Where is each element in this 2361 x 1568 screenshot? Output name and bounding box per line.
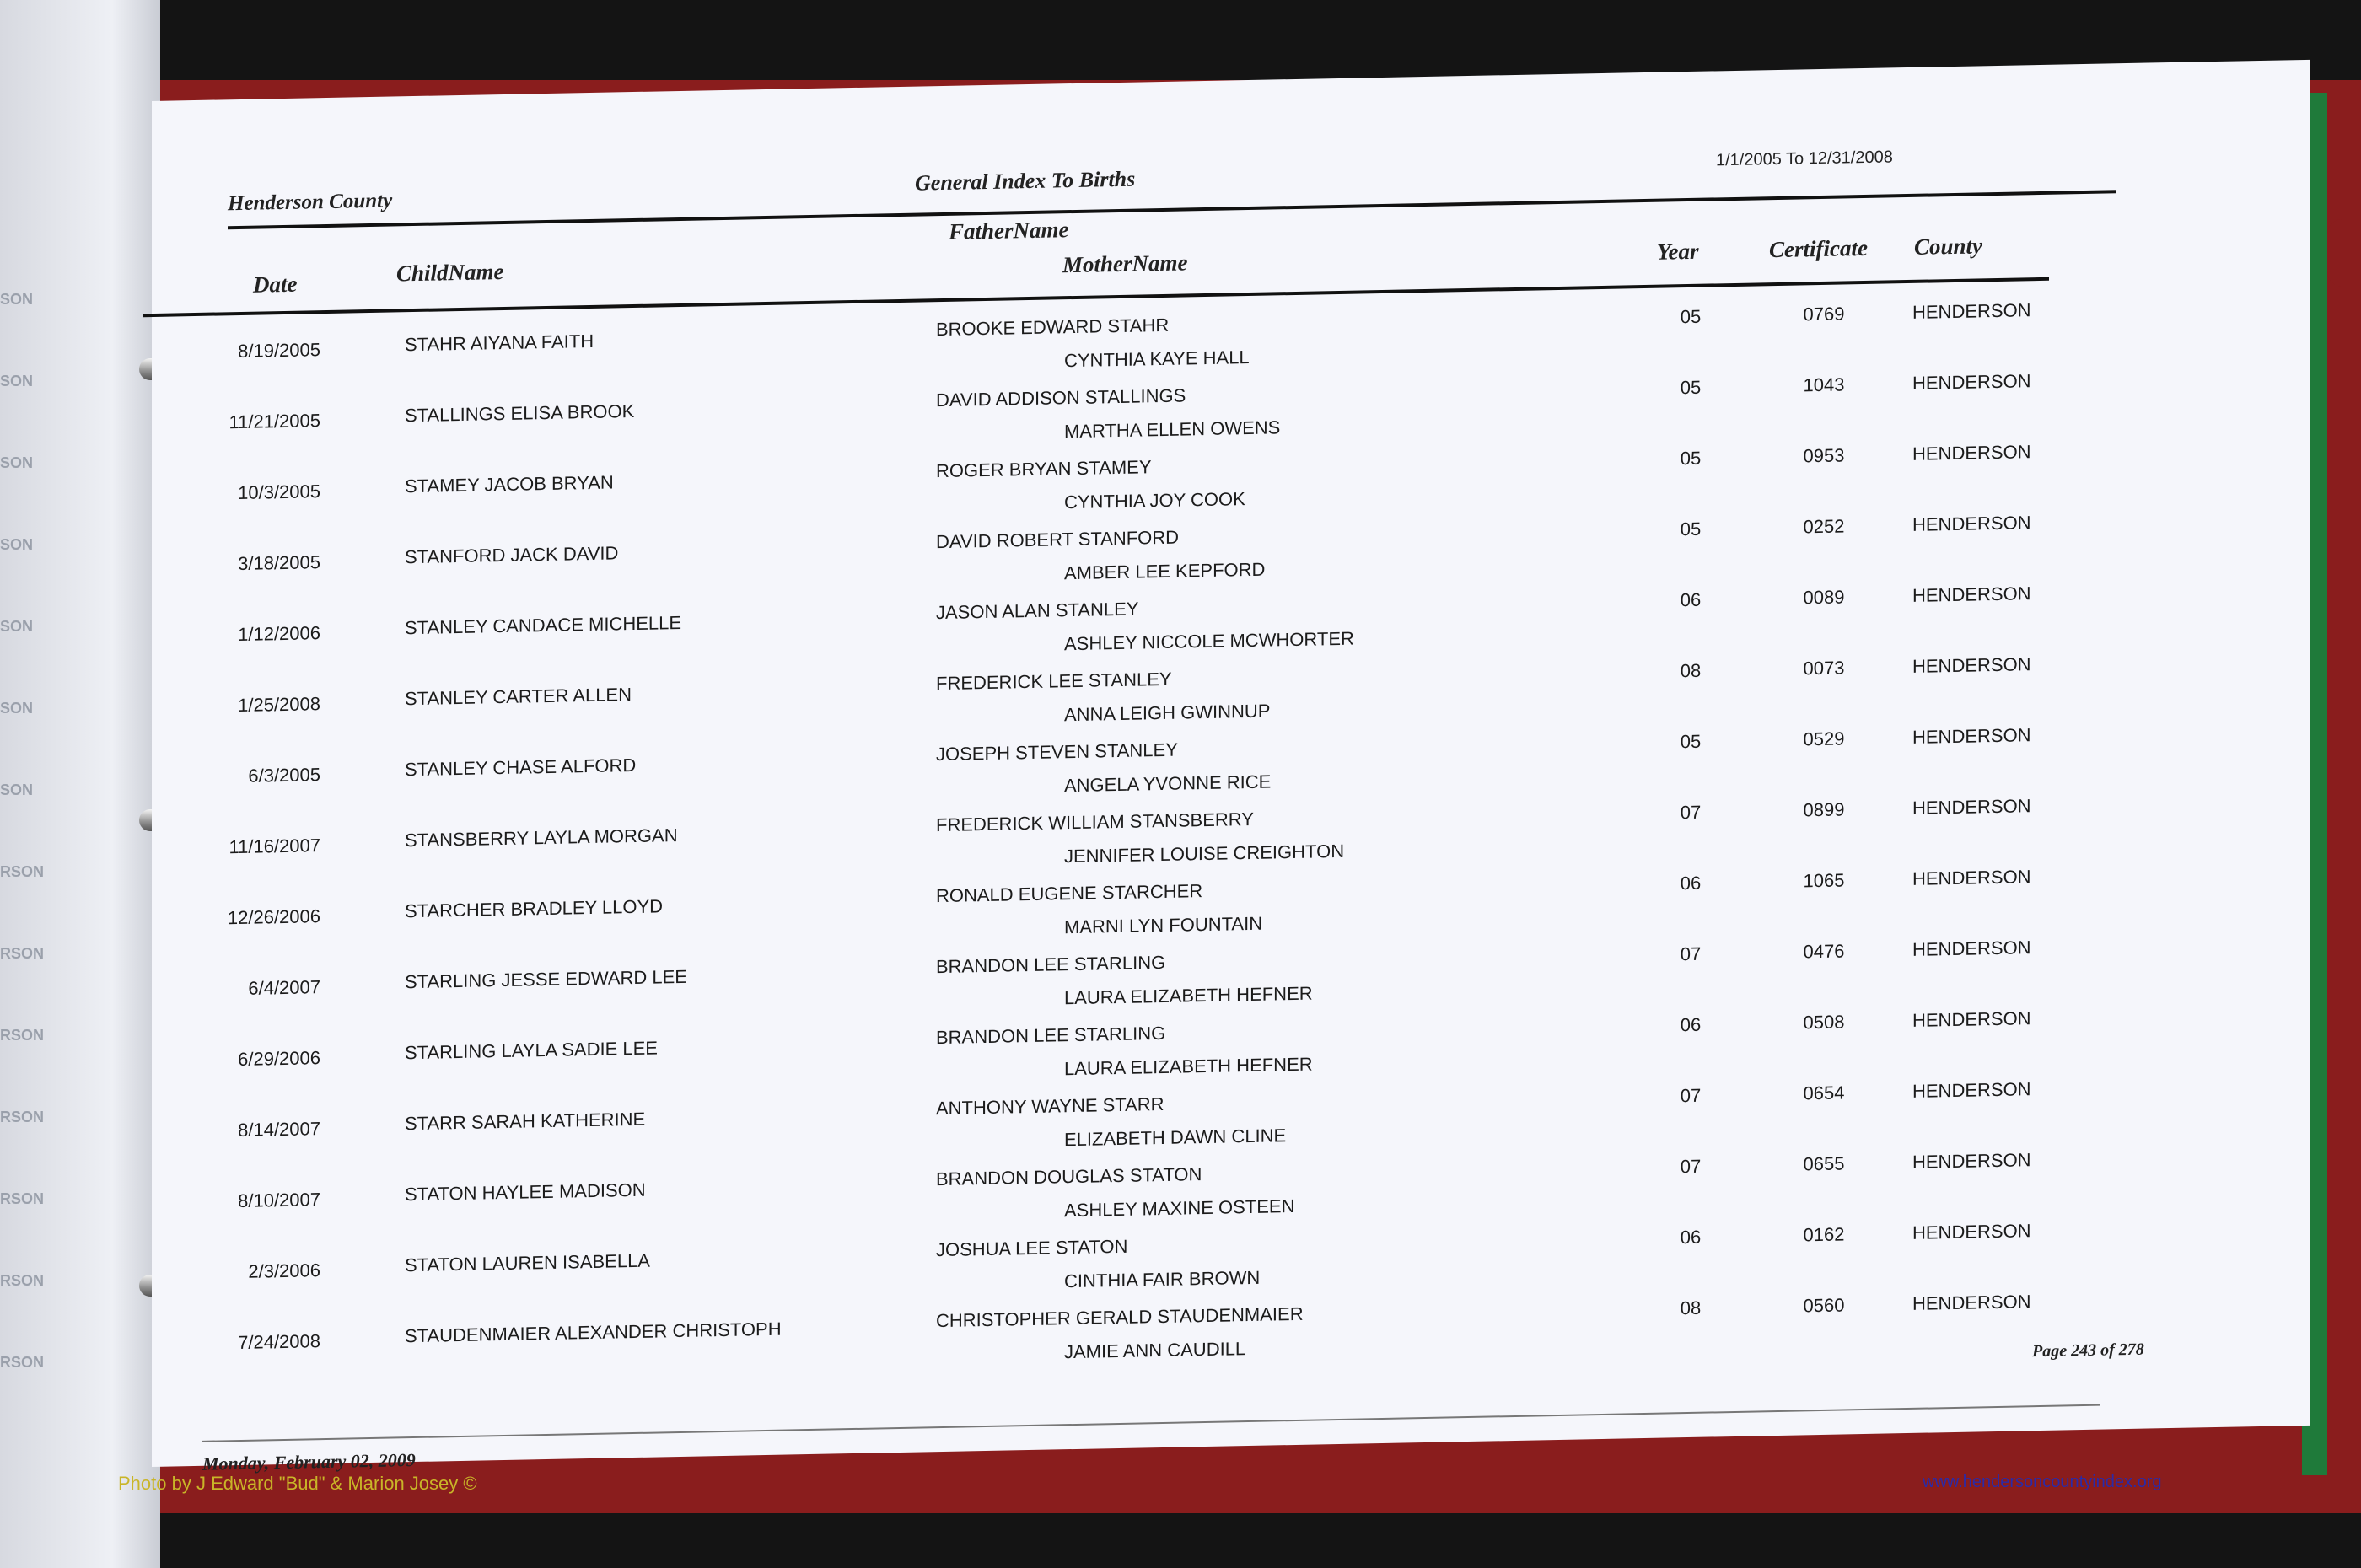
record-county: HENDERSON	[1912, 1291, 2031, 1314]
header-rule	[228, 190, 2116, 229]
left-page-tab-label: SON	[0, 291, 34, 308]
record-county: HENDERSON	[1912, 795, 2031, 819]
index-page	[152, 60, 2310, 1474]
record-father-name: JASON ALAN STANLEY	[936, 598, 1139, 624]
record-date: 6/4/2007	[248, 976, 320, 999]
record-year: 05	[1680, 730, 1702, 753]
column-header-child: ChildName	[396, 258, 504, 287]
record-father-name: JOSHUA LEE STATON	[936, 1235, 1128, 1261]
record-date: 1/25/2008	[238, 693, 320, 717]
record-year: 07	[1680, 1084, 1702, 1107]
record-mother-name: ASHLEY NICCOLE MCWHORTER	[1064, 627, 1354, 655]
column-header-year: Year	[1657, 238, 1699, 265]
record-date: 3/18/2005	[238, 551, 320, 575]
left-page-tab-label: SON	[0, 536, 34, 553]
record-year: 07	[1680, 1155, 1702, 1178]
record-county: HENDERSON	[1912, 441, 2031, 464]
left-page-tab-label: RSON	[0, 1109, 45, 1125]
record-county: HENDERSON	[1912, 724, 2031, 748]
record-father-name: CHRISTOPHER GERALD STAUDENMAIER	[936, 1302, 1304, 1332]
record-county: HENDERSON	[1912, 1007, 2031, 1031]
record-mother-name: AMBER LEE KEPFORD	[1064, 558, 1266, 584]
website-credit: www.hendersoncountyindex.org	[1923, 1473, 2162, 1491]
record-date: 2/3/2006	[248, 1259, 320, 1282]
record-father-name: BRANDON LEE STARLING	[936, 1022, 1166, 1049]
header-title: General Index To Births	[915, 166, 1136, 196]
record-mother-name: JAMIE ANN CAUDILL	[1064, 1338, 1246, 1363]
record-date: 6/3/2005	[248, 764, 320, 787]
column-header-mother: MotherName	[1062, 250, 1188, 278]
record-year: 07	[1680, 942, 1702, 965]
record-county: HENDERSON	[1912, 1220, 2031, 1243]
record-father-name: BROOKE EDWARD STAHR	[936, 314, 1170, 341]
record-child-name: STANLEY CANDACE MICHELLE	[405, 611, 682, 639]
record-child-name: STARLING LAYLA SADIE LEE	[405, 1037, 658, 1064]
header-date-range: 1/1/2005 To 12/31/2008	[1716, 148, 1893, 170]
header-county: Henderson County	[228, 189, 393, 216]
left-page-tab-label: RSON	[0, 1027, 45, 1044]
record-year: 07	[1680, 801, 1702, 824]
record-date: 11/16/2007	[229, 835, 320, 858]
binder-spine-right	[2327, 219, 2361, 287]
record-certificate: 0476	[1803, 940, 1845, 963]
left-page-tab-label: SON	[0, 454, 34, 471]
left-page-tab-label: SON	[0, 373, 34, 389]
record-child-name: STANSBERRY LAYLA MORGAN	[405, 824, 678, 851]
record-year: 06	[1680, 1226, 1702, 1248]
record-father-name: DAVID ROBERT STANFORD	[936, 526, 1180, 553]
record-certificate: 0654	[1803, 1082, 1845, 1104]
record-county: HENDERSON	[1912, 299, 2031, 323]
record-child-name: STAMEY JACOB BRYAN	[405, 471, 614, 497]
printed-date: Monday, February 02, 2009	[202, 1448, 416, 1474]
record-father-name: DAVID ADDISON STALLINGS	[936, 384, 1186, 411]
left-page	[0, 0, 160, 1568]
record-date: 12/26/2006	[227, 905, 320, 929]
record-child-name: STALLINGS ELISA BROOK	[405, 400, 635, 427]
record-year: 08	[1680, 659, 1702, 682]
record-county: HENDERSON	[1912, 653, 2031, 677]
record-certificate: 0529	[1803, 728, 1845, 750]
record-mother-name: JENNIFER LOUISE CREIGHTON	[1064, 840, 1345, 867]
record-year: 06	[1680, 588, 1702, 611]
record-certificate: 0560	[1803, 1294, 1845, 1317]
record-county: HENDERSON	[1912, 1149, 2031, 1173]
record-certificate: 0252	[1803, 515, 1845, 538]
record-father-name: FREDERICK LEE STANLEY	[936, 668, 1172, 695]
record-father-name: RONALD EUGENE STARCHER	[936, 880, 1203, 907]
left-page-tab-label: RSON	[0, 1354, 45, 1371]
record-certificate: 0899	[1803, 798, 1845, 821]
record-county: HENDERSON	[1912, 1078, 2031, 1102]
record-mother-name: ANNA LEIGH GWINNUP	[1064, 700, 1271, 726]
record-county: HENDERSON	[1912, 512, 2031, 535]
record-date: 7/24/2008	[238, 1330, 320, 1354]
record-county: HENDERSON	[1912, 583, 2031, 606]
record-county: HENDERSON	[1912, 937, 2031, 960]
left-page-tab-label: RSON	[0, 945, 45, 962]
record-date: 1/12/2006	[238, 622, 320, 646]
record-certificate: 0953	[1803, 444, 1845, 467]
left-page-tab-label: RSON	[0, 863, 45, 880]
record-certificate: 0508	[1803, 1011, 1845, 1034]
record-year: 06	[1680, 872, 1702, 894]
record-child-name: STARCHER BRADLEY LLOYD	[405, 895, 664, 922]
record-year: 05	[1680, 518, 1702, 540]
left-page-tab-label: RSON	[0, 1272, 45, 1289]
record-mother-name: CYNTHIA JOY COOK	[1064, 488, 1245, 513]
record-year: 06	[1680, 1013, 1702, 1036]
record-father-name: FREDERICK WILLIAM STANSBERRY	[936, 808, 1254, 836]
record-certificate: 0162	[1803, 1223, 1845, 1246]
record-mother-name: CINTHIA FAIR BROWN	[1064, 1266, 1261, 1292]
record-father-name: ROGER BRYAN STAMEY	[936, 456, 1152, 482]
record-mother-name: MARTHA ELLEN OWENS	[1064, 416, 1281, 443]
column-header-certificate: Certificate	[1769, 234, 1868, 263]
left-page-tab-label: SON	[0, 700, 34, 717]
record-child-name: STATON HAYLEE MADISON	[405, 1179, 646, 1206]
record-mother-name: ANGELA YVONNE RICE	[1064, 771, 1272, 797]
record-certificate: 1043	[1803, 373, 1845, 396]
record-father-name: ANTHONY WAYNE STARR	[936, 1093, 1164, 1120]
record-child-name: STANLEY CARTER ALLEN	[405, 684, 632, 710]
left-page-tab-label: SON	[0, 618, 34, 635]
record-certificate: 0089	[1803, 586, 1845, 609]
record-year: 05	[1680, 376, 1702, 399]
column-header-date: Date	[253, 271, 298, 298]
record-year: 08	[1680, 1297, 1702, 1319]
left-page-tab-label: SON	[0, 781, 34, 798]
record-certificate: 0655	[1803, 1152, 1845, 1175]
record-child-name: STATON LAUREN ISABELLA	[405, 1249, 650, 1276]
record-mother-name: LAURA ELIZABETH HEFNER	[1064, 982, 1313, 1009]
record-date: 8/10/2007	[238, 1189, 320, 1212]
record-county: HENDERSON	[1912, 370, 2031, 394]
record-date: 8/19/2005	[238, 339, 320, 362]
record-father-name: JOSEPH STEVEN STANLEY	[936, 738, 1178, 765]
record-date: 10/3/2005	[238, 481, 320, 504]
record-father-name: BRANDON DOUGLAS STATON	[936, 1163, 1202, 1190]
record-year: 05	[1680, 447, 1702, 470]
record-child-name: STANFORD JACK DAVID	[405, 542, 619, 568]
record-mother-name: ELIZABETH DAWN CLINE	[1064, 1125, 1287, 1151]
page-number: Page 243 of 278	[2032, 1340, 2144, 1361]
column-header-father: FatherName	[949, 217, 1069, 244]
record-certificate: 0073	[1803, 657, 1845, 679]
record-child-name: STANLEY CHASE ALFORD	[405, 754, 637, 781]
record-mother-name: MARNI LYN FOUNTAIN	[1064, 912, 1263, 938]
record-year: 05	[1680, 305, 1702, 328]
record-date: 8/14/2007	[238, 1118, 320, 1141]
record-date: 11/21/2005	[229, 410, 320, 433]
record-certificate: 1065	[1803, 869, 1845, 892]
photo-credit: Photo by J Edward "Bud" & Marion Josey ©	[118, 1473, 477, 1494]
record-date: 6/29/2006	[238, 1047, 320, 1071]
record-mother-name: CYNTHIA KAYE HALL	[1064, 346, 1250, 372]
record-mother-name: LAURA ELIZABETH HEFNER	[1064, 1053, 1313, 1080]
record-father-name: BRANDON LEE STARLING	[936, 951, 1166, 978]
record-child-name: STAHR AIYANA FAITH	[405, 330, 594, 356]
column-header-county: County	[1914, 233, 1983, 260]
record-county: HENDERSON	[1912, 866, 2031, 889]
record-mother-name: ASHLEY MAXINE OSTEEN	[1064, 1195, 1295, 1222]
left-page-tab-label: RSON	[0, 1190, 45, 1207]
record-child-name: STARLING JESSE EDWARD LEE	[405, 965, 687, 993]
record-certificate: 0769	[1803, 303, 1845, 325]
record-child-name: STAUDENMAIER ALEXANDER CHRISTOPH	[405, 1318, 782, 1347]
record-child-name: STARR SARAH KATHERINE	[405, 1108, 646, 1135]
